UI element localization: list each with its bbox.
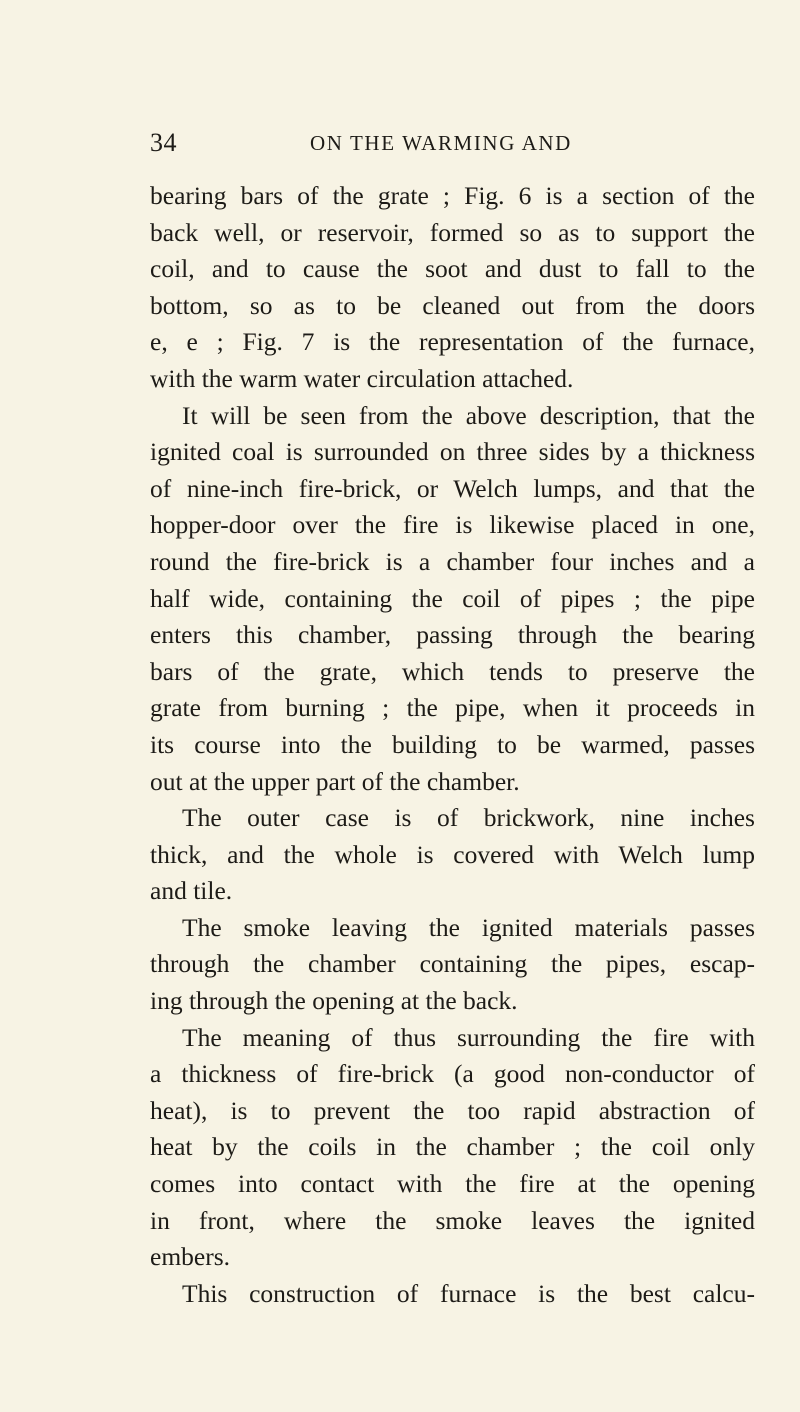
text-line: This construction of furnace is the best calcu- (182, 1278, 755, 1308)
text-line: a thickness of fire-brick (a good non-conductor of (150, 1059, 755, 1089)
text-line: and tile. (150, 876, 233, 906)
text-line: grate from burning ; the pipe, when it proceeds in (150, 693, 755, 723)
text-line: out at the upper part of the chamber. (150, 766, 520, 796)
text-line: round the fire-brick is a chamber four inches and a (150, 546, 755, 576)
page-number: 34 (150, 128, 177, 157)
text-line: enters this chamber, passing through the bearing (150, 620, 755, 650)
text-line: comes into contact with the fire at the opening (150, 1169, 755, 1199)
running-title: ON THE WARMING AND (310, 131, 572, 155)
text-line: ing through the opening at the back. (150, 986, 518, 1016)
text-line: It will be seen from the above description, that the (182, 400, 755, 430)
text-line: coil, and to cause the soot and dust to fall to the (150, 254, 755, 284)
text-line: heat by the coils in the chamber ; the coil only (150, 1132, 755, 1162)
text-line: back well, or reservoir, formed so as to support the (150, 217, 755, 247)
text-line: e, e ; Fig. 7 is the representation of the furnace, (150, 327, 755, 357)
text-line: embers. (150, 1242, 231, 1272)
text-line: its course into the building to be warmed, passes (150, 729, 755, 759)
text-line: through the chamber containing the pipes, escap- (150, 949, 755, 979)
text-line: thick, and the whole is covered with Welch lump (150, 839, 755, 869)
text-line: heat), is to prevent the too rapid abstraction of (150, 1095, 755, 1125)
body-text (150, 178, 755, 1312)
text-line: hopper-door over the fire is likewise placed in one, (150, 510, 755, 540)
page-header (150, 128, 610, 158)
text-line: with the warm water circulation attached. (150, 363, 574, 393)
text-line: bottom, so as to be cleaned out from the doors (150, 290, 755, 320)
text-line: half wide, containing the coil of pipes ; the pipe (150, 583, 755, 613)
text-line: bars of the grate, which tends to preserve the (150, 656, 755, 686)
text-line: in front, where the smoke leaves the ignited (150, 1205, 755, 1235)
text-line: ignited coal is surrounded on three sides by a thickness (150, 437, 755, 467)
text-line: bearing bars of the grate ; Fig. 6 is a section of the (150, 181, 755, 210)
text-line: The meaning of thus surrounding the fire with (182, 1022, 755, 1052)
text-line: The outer case is of brickwork, nine inches (182, 803, 755, 833)
text-line: of nine-inch fire-brick, or Welch lumps, and that the (150, 473, 755, 503)
text-line: The smoke leaving the ignited materials passes (182, 912, 755, 942)
